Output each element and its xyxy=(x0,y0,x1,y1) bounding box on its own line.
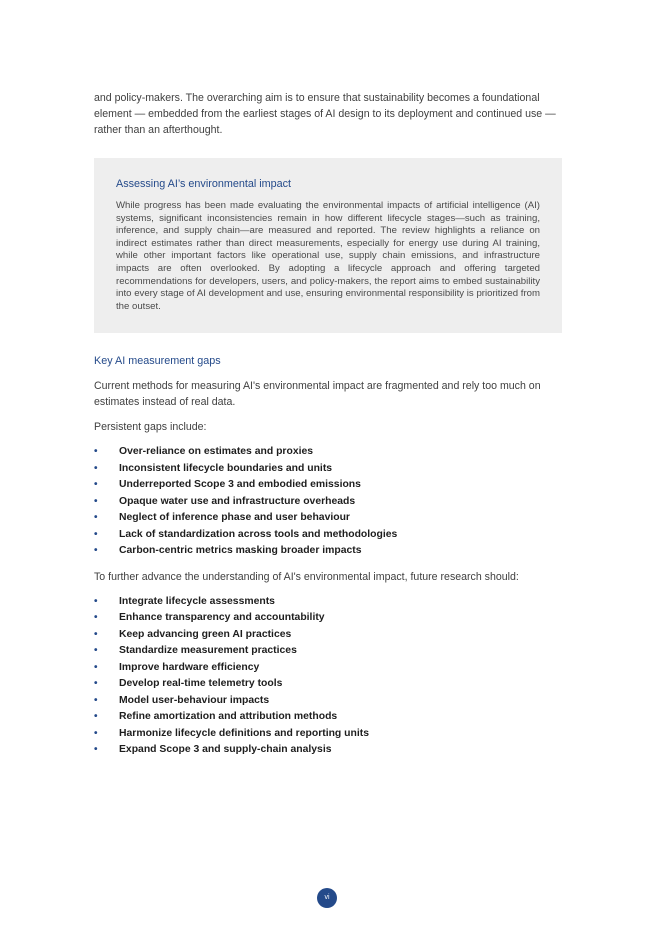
bullet-icon: • xyxy=(94,462,98,474)
list-item-text: Underreported Scope 3 and embodied emissions xyxy=(119,479,361,491)
list-item-text: Lack of standardization across tools and methodologies xyxy=(119,528,398,540)
list-item-text: Integrate lifecycle assessments xyxy=(119,595,275,607)
bullet-icon: • xyxy=(94,446,98,458)
list-item xyxy=(94,477,562,494)
bullet-icon: • xyxy=(94,678,98,690)
list-item xyxy=(94,643,562,660)
list-item xyxy=(94,444,562,461)
list-item xyxy=(94,461,562,478)
list-item-text: Neglect of inference phase and user behaviour xyxy=(119,512,350,524)
section-lead: Current methods for measuring AI's environmental impact are fragmented and rely too much on estimates instead of real data. xyxy=(94,380,541,409)
list-item xyxy=(94,494,562,511)
list-item-text: Develop real-time telemetry tools xyxy=(119,678,283,690)
list-item xyxy=(94,676,562,693)
list-item-text: Keep advancing green AI practices xyxy=(119,628,292,640)
bullet-icon: • xyxy=(94,744,98,756)
list-item-text: Harmonize lifecycle definitions and reporting units xyxy=(119,727,369,739)
bullet-icon: • xyxy=(94,711,98,723)
bullet-icon: • xyxy=(94,479,98,491)
list-item xyxy=(94,610,562,627)
list-item xyxy=(94,726,562,743)
bullet-icon: • xyxy=(94,661,98,673)
list-item-text: Expand Scope 3 and supply-chain analysis xyxy=(119,744,332,756)
list-item xyxy=(94,527,562,544)
page-number: vi xyxy=(317,888,337,908)
bullet-icon: • xyxy=(94,512,98,524)
list-item-text: Opaque water use and infrastructure overheads xyxy=(119,495,356,507)
research-list xyxy=(94,594,562,759)
list-item xyxy=(94,543,562,560)
page-content xyxy=(94,90,562,768)
summary-box-title: Assessing AI’s environmental impact xyxy=(116,178,292,190)
list-item xyxy=(94,627,562,644)
bullet-icon: • xyxy=(94,727,98,739)
list-item xyxy=(94,660,562,677)
list-item xyxy=(94,742,562,759)
bullet-icon: • xyxy=(94,595,98,607)
bullet-icon: • xyxy=(94,628,98,640)
list-item-text: Improve hardware efficiency xyxy=(119,661,260,673)
list-item-text: Carbon-centric metrics masking broader impacts xyxy=(119,545,362,557)
bullet-icon: • xyxy=(94,612,98,624)
bullet-icon: • xyxy=(94,495,98,507)
list-item-text: Over-reliance on estimates and proxies xyxy=(119,446,314,458)
gaps-list xyxy=(94,444,562,560)
bullet-icon: • xyxy=(94,694,98,706)
list-item-text: Inconsistent lifecycle boundaries and units xyxy=(119,462,333,474)
list-item-text: Refine amortization and attribution methods xyxy=(119,711,338,723)
intro-paragraph: and policy-makers. The overarching aim is to ensure that sustainability becomes a foundational element — embedded from the earliest stages of AI design to its deployment and continued use — rather than an afterthought. xyxy=(94,92,556,136)
summary-box-body: While progress has been made evaluating the environmental impacts of artificial intelligence (AI) systems, significant inconsistencies remain in how different lifecycle stages—such as training, inference, and supply chain—are measured and reported. The review highlights a reliance on indirect estimates rather than direct measurements, especially for energy use during AI training, while other important factors like operational use, supply chain emissions, and infrastructure impacts are often overlooked. By adopting a lifecycle approach and offering targeted recommendations for developers, users, and policy-makers, the report aims to embed sustainability into every stage of AI development and use, ensuring environmental responsibility is prioritized from the outset. xyxy=(116,200,540,312)
list-item xyxy=(94,510,562,527)
list-item xyxy=(94,693,562,710)
bullet-icon: • xyxy=(94,645,98,657)
list-item-text: Enhance transparency and accountability xyxy=(119,612,325,624)
bullet-icon: • xyxy=(94,545,98,557)
list-item xyxy=(94,594,562,611)
research-intro: To further advance the understanding of AI's environmental impact, future research should: xyxy=(94,570,519,583)
list-item-text: Model user-behaviour impacts xyxy=(119,694,270,706)
summary-box xyxy=(94,158,562,333)
section-title: Key AI measurement gaps xyxy=(94,355,221,368)
list-item-text: Standardize measurement practices xyxy=(119,645,297,657)
list-item xyxy=(94,709,562,726)
bullet-icon: • xyxy=(94,528,98,540)
gaps-intro: Persistent gaps include: xyxy=(94,421,207,434)
